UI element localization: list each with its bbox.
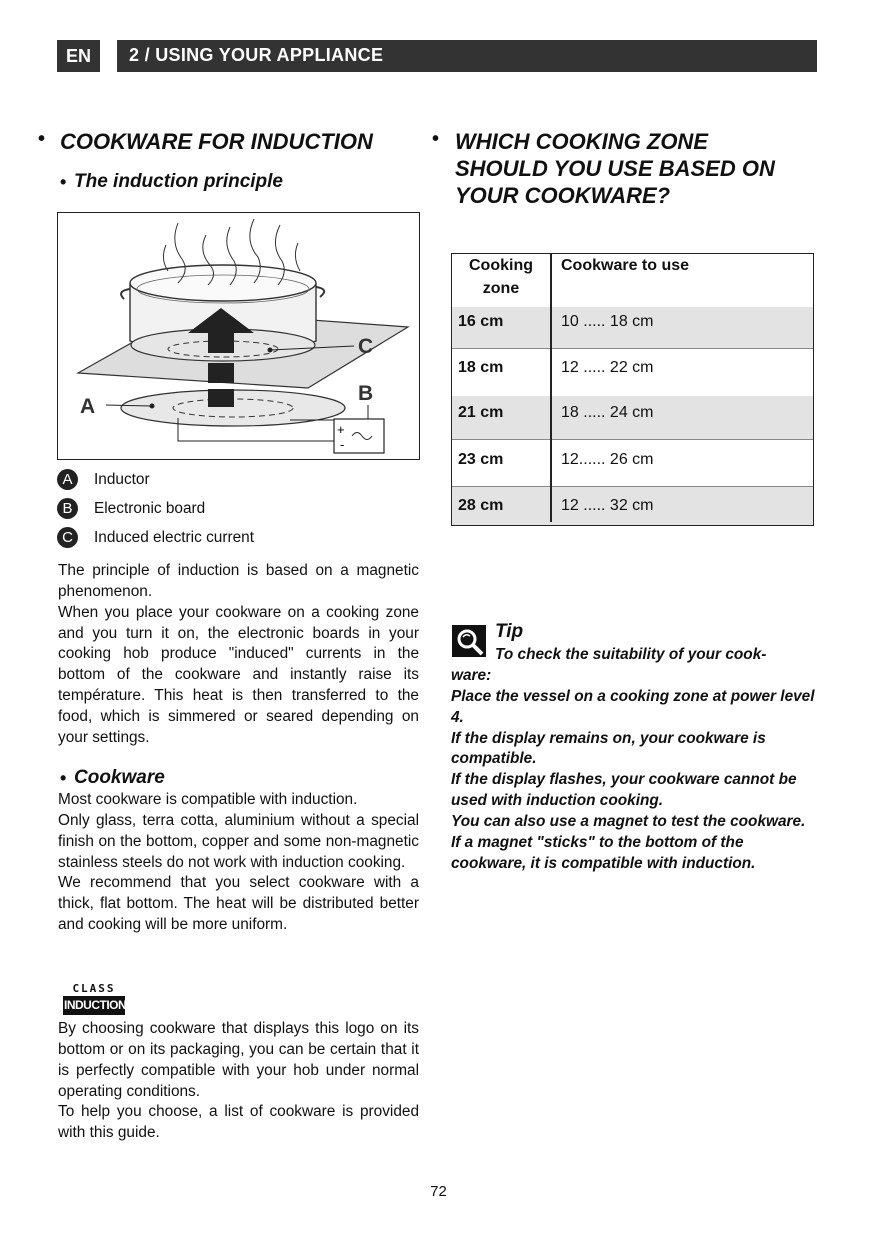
induction-diagram — [57, 212, 420, 460]
section-number: 2 — [129, 45, 140, 65]
logo-text — [58, 1019, 419, 1144]
logo-paragraph: To help you choose, a list of cookware is provided with this guide. — [58, 1103, 419, 1142]
magnifier-icon — [452, 625, 488, 659]
bullet-icon: • — [432, 128, 440, 150]
right-title-line: WHICH COOKING ZONE — [455, 129, 708, 154]
logo-top-text: CLASS — [72, 982, 116, 995]
right-title — [455, 128, 775, 209]
zone-cell: 21 cm — [458, 404, 504, 421]
tip-line: If the display remains on, your cookware is compatible. — [451, 729, 766, 768]
header-zone-line1: Cooking — [469, 257, 533, 274]
legend-label-b: Electronic board — [94, 500, 206, 517]
table-header-row — [452, 254, 813, 307]
bullet-icon: • — [60, 172, 67, 192]
induction-diagram-svg — [58, 213, 418, 458]
tip-line: Place the vessel on a cooking zone at power level 4. — [451, 687, 815, 726]
tip-line: ware: — [451, 667, 492, 684]
table-row — [452, 307, 813, 348]
cookware-cell: 18 ..... 24 cm — [561, 404, 654, 421]
cookware-cell: 12 ..... 32 cm — [561, 497, 654, 514]
legend-badge-c: C — [57, 527, 78, 548]
plus-label: + — [337, 422, 345, 437]
page-number: 72 — [430, 1183, 447, 1200]
header-zone-line2: zone — [482, 280, 520, 297]
cookware-paragraph: We recommend that you select cookware with a thick, flat bottom. The heat will be distributed better and cooking will be more uniform. — [58, 874, 419, 934]
zone-cell: 28 cm — [458, 497, 504, 514]
table-row — [452, 348, 813, 396]
table-header-zone — [452, 254, 550, 300]
left-title: COOKWARE FOR INDUCTION — [60, 129, 373, 154]
section-header — [117, 40, 817, 72]
logo-bottom-text: INDUCTION — [63, 996, 125, 1015]
right-title-line: SHOULD YOU USE BASED ON — [455, 156, 775, 181]
legend-label-a: Inductor — [94, 471, 150, 488]
subtitle-principle: The induction principle — [74, 171, 283, 192]
principle-paragraph: When you place your cookware on a cooking zone and you turn it on, the electronic boards in your cooking hob produce "induced" currents in the bottom of the cookware and instantly raise its température. This heat is then transferred to the food, which is simmered or seared depending on your settings. — [58, 603, 419, 746]
class-induction-logo — [63, 983, 125, 1015]
tip-line: You can also use a magnet to test the cookware. — [451, 812, 806, 830]
label-c: C — [358, 335, 374, 358]
label-b: B — [358, 382, 374, 405]
table-divider — [550, 254, 552, 522]
tip-line: If a magnet "sticks" to the bottom of the cookware, it is compatible with induction. — [451, 833, 756, 872]
tip-line: If the display flashes, your cookware cannot be used with induction cooking. — [451, 771, 797, 810]
right-title-line: YOUR COOKWARE? — [455, 183, 671, 208]
tip-first-line: To check the suitability of your cook- — [495, 646, 767, 663]
cookware-text — [58, 790, 419, 936]
principle-text — [58, 561, 419, 749]
cookware-cell: 12...... 26 cm — [561, 451, 654, 468]
language-badge: EN — [57, 40, 100, 72]
section-title: / USING YOUR APPLIANCE — [139, 45, 384, 65]
cookware-cell: 12 ..... 22 cm — [561, 359, 654, 376]
bullet-icon: • — [60, 768, 67, 788]
legend-label-c: Induced electric current — [94, 529, 254, 546]
tip-text — [451, 666, 816, 874]
zone-cell: 18 cm — [458, 359, 504, 376]
table-row — [452, 439, 813, 486]
cooking-zone-table — [451, 253, 814, 526]
legend-badge-a: A — [57, 469, 78, 490]
legend-badge-b: B — [57, 498, 78, 519]
label-a: A — [80, 395, 96, 418]
table-row — [452, 396, 813, 439]
logo-paragraph: By choosing cookware that displays this logo on its bottom or on its packaging, you can be certain that it is perfectly compatible with your hob under normal operating conditions. — [58, 1020, 419, 1100]
subtitle-cookware: Cookware — [74, 767, 165, 788]
table-row — [452, 486, 813, 525]
table-header-cookware: Cookware to use — [561, 257, 690, 274]
minus-label: - — [340, 437, 345, 452]
cookware-cell: 10 ..... 18 cm — [561, 313, 654, 330]
zone-cell: 23 cm — [458, 451, 504, 468]
zone-cell: 16 cm — [458, 313, 504, 330]
cookware-paragraph: Only glass, terra cotta, aluminium without a special finish on the bottom, copper and some non-magnetic stainless steels do not work with induction cooking. — [58, 811, 419, 871]
tip-title: Tip — [495, 621, 524, 642]
cookware-paragraph: Most cookware is compatible with induction. — [58, 791, 358, 808]
principle-paragraph: The principle of induction is based on a magnetic phenomenon. — [58, 562, 419, 600]
bullet-icon: • — [38, 128, 46, 150]
